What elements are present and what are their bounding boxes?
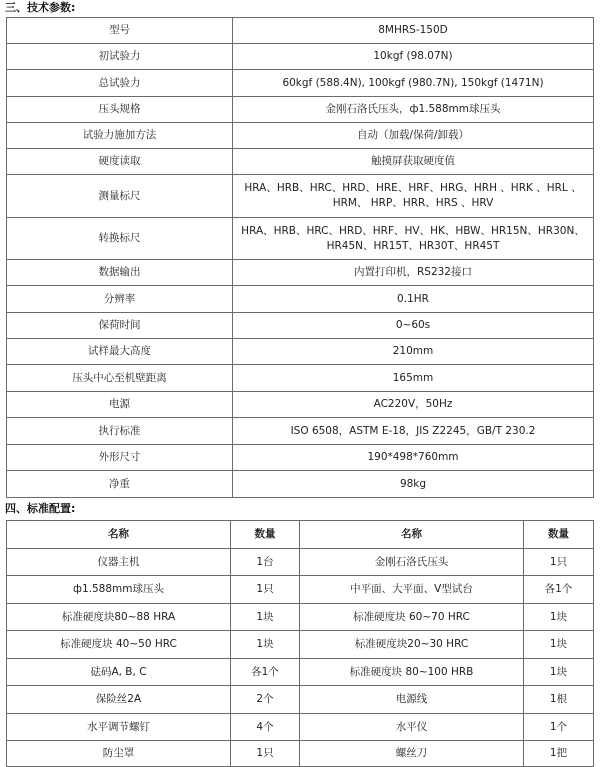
spec-label: 保荷时间 bbox=[7, 313, 233, 339]
item-qty: 1块 bbox=[524, 604, 594, 631]
spec-value: 触摸屏获取硬度值 bbox=[233, 149, 594, 175]
table-row bbox=[7, 313, 594, 339]
specs-table bbox=[6, 17, 594, 498]
table-row bbox=[7, 97, 594, 123]
spec-value: 8MHRS-150D bbox=[233, 18, 594, 44]
table-row bbox=[7, 686, 594, 714]
spec-value: ISO 6508，ASTM E-18，JIS Z2245，GB/T 230.2 bbox=[233, 418, 594, 445]
spec-label: 转换标尺 bbox=[7, 218, 233, 260]
table-row bbox=[7, 714, 594, 741]
item-qty: 1只 bbox=[231, 576, 300, 604]
item-qty: 各1个 bbox=[231, 659, 300, 686]
spec-label: 试验力施加方法 bbox=[7, 123, 233, 149]
table-row bbox=[7, 471, 594, 498]
item-name: 水平仪 bbox=[300, 714, 524, 741]
table-row bbox=[7, 70, 594, 97]
table-row bbox=[7, 44, 594, 70]
table-row bbox=[7, 365, 594, 392]
spec-label: 执行标准 bbox=[7, 418, 233, 445]
item-qty: 1把 bbox=[524, 741, 594, 767]
table-header-row bbox=[7, 521, 594, 549]
table-row bbox=[7, 218, 594, 260]
item-qty: 各1个 bbox=[524, 576, 594, 604]
spec-value: 内置打印机，RS232接口 bbox=[233, 260, 594, 286]
spec-value: 自动（加载/保荷/卸载） bbox=[233, 123, 594, 149]
spec-value: 190*498*760mm bbox=[233, 445, 594, 471]
item-name: 标准硬度块20~30 HRC bbox=[300, 631, 524, 659]
table-row bbox=[7, 175, 594, 218]
spec-value: 210mm bbox=[233, 339, 594, 365]
spec-label: 净重 bbox=[7, 471, 233, 498]
item-name: 电源线 bbox=[300, 686, 524, 714]
table-row bbox=[7, 339, 594, 365]
table-row bbox=[7, 576, 594, 604]
item-name: 金刚石洛氏压头 bbox=[300, 549, 524, 576]
table-row bbox=[7, 286, 594, 313]
table-row bbox=[7, 549, 594, 576]
spec-label: 型号 bbox=[7, 18, 233, 44]
item-name: 标准硬度块80~88 HRA bbox=[7, 604, 231, 631]
item-qty: 1根 bbox=[524, 686, 594, 714]
spec-label: 外形尺寸 bbox=[7, 445, 233, 471]
item-qty: 1只 bbox=[524, 549, 594, 576]
spec-value: HRA、HRB、HRC、HRD、HRF、HV、HK、HBW、HR15N、HR30N、HR45N、HR15T、HR30T、HR45T bbox=[233, 218, 594, 260]
item-name: 中平面、大平面、V型试台 bbox=[300, 576, 524, 604]
item-qty: 1个 bbox=[524, 714, 594, 741]
item-name: 标准硬度块 80~100 HRB bbox=[300, 659, 524, 686]
item-name: ф1.588mm球压头 bbox=[7, 576, 231, 604]
spec-label: 硬度读取 bbox=[7, 149, 233, 175]
spec-label: 总试验力 bbox=[7, 70, 233, 97]
column-header-qty: 数量 bbox=[231, 521, 300, 549]
table-row bbox=[7, 631, 594, 659]
table-row bbox=[7, 123, 594, 149]
spec-value: 60kgf (588.4N), 100kgf (980.7N), 150kgf (1471N) bbox=[233, 70, 594, 97]
table-row bbox=[7, 659, 594, 686]
table-row bbox=[7, 418, 594, 445]
item-qty: 1块 bbox=[524, 659, 594, 686]
table-row bbox=[7, 18, 594, 44]
spec-value: 金刚石洛氏压头，ф1.588mm球压头 bbox=[233, 97, 594, 123]
table-row bbox=[7, 604, 594, 631]
column-header-name: 名称 bbox=[300, 521, 524, 549]
spec-value: 0.1HR bbox=[233, 286, 594, 313]
spec-label: 分辨率 bbox=[7, 286, 233, 313]
item-name: 螺丝刀 bbox=[300, 741, 524, 767]
spec-label: 初试验力 bbox=[7, 44, 233, 70]
section-heading-config: 四、标准配置: bbox=[5, 502, 76, 515]
spec-label: 压头中心至机壁距离 bbox=[7, 365, 233, 392]
column-header-qty: 数量 bbox=[524, 521, 594, 549]
spec-label: 数据输出 bbox=[7, 260, 233, 286]
item-name: 标准硬度块 40~50 HRC bbox=[7, 631, 231, 659]
table-row bbox=[7, 149, 594, 175]
column-header-name: 名称 bbox=[7, 521, 231, 549]
spec-value: 98kg bbox=[233, 471, 594, 498]
item-qty: 1台 bbox=[231, 549, 300, 576]
spec-label: 测量标尺 bbox=[7, 175, 233, 218]
item-name: 砝码A, B, C bbox=[7, 659, 231, 686]
item-qty: 4个 bbox=[231, 714, 300, 741]
table-row bbox=[7, 260, 594, 286]
item-qty: 1块 bbox=[524, 631, 594, 659]
item-name: 标准硬度块 60~70 HRC bbox=[300, 604, 524, 631]
item-name: 仪器主机 bbox=[7, 549, 231, 576]
item-qty: 2个 bbox=[231, 686, 300, 714]
spec-label: 试样最大高度 bbox=[7, 339, 233, 365]
spec-value: 10kgf (98.07N) bbox=[233, 44, 594, 70]
item-name: 水平调节螺钉 bbox=[7, 714, 231, 741]
item-name: 保险丝2A bbox=[7, 686, 231, 714]
item-qty: 1块 bbox=[231, 631, 300, 659]
spec-label: 电源 bbox=[7, 392, 233, 418]
section-heading-specs: 三、技术参数: bbox=[5, 1, 76, 14]
spec-label: 压头规格 bbox=[7, 97, 233, 123]
table-row bbox=[7, 392, 594, 418]
spec-value: 0~60s bbox=[233, 313, 594, 339]
table-row bbox=[7, 741, 594, 767]
item-name: 防尘罩 bbox=[7, 741, 231, 767]
spec-value: HRA、HRB、HRC、HRD、HRE、HRF、HRG、HRH 、HRK 、HRL 、HRM、 HRP、HRR、HRS 、HRV bbox=[233, 175, 594, 218]
item-qty: 1块 bbox=[231, 604, 300, 631]
item-qty: 1只 bbox=[231, 741, 300, 767]
config-table bbox=[6, 520, 594, 767]
spec-value: 165mm bbox=[233, 365, 594, 392]
table-row bbox=[7, 445, 594, 471]
spec-value: AC220V，50Hz bbox=[233, 392, 594, 418]
